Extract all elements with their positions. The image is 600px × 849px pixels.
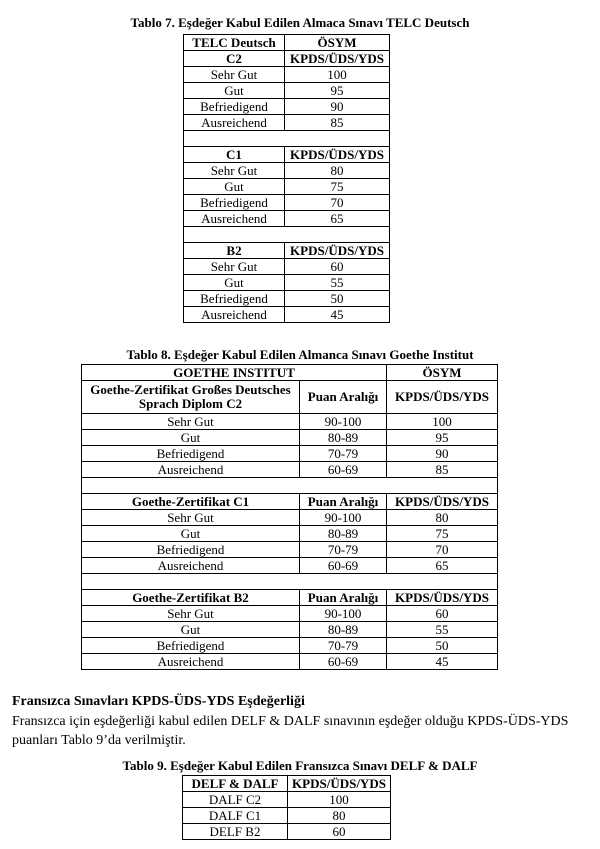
- certificate-title: Goethe-Zertifikat Großes Deutsches Sprach Diplom C2: [82, 381, 300, 414]
- score-cell: 65: [285, 211, 390, 227]
- grade-cell: Sehr Gut: [82, 510, 300, 526]
- score-cell: 100: [387, 414, 498, 430]
- score-cell: 45: [285, 307, 390, 323]
- column-header: ÖSYM: [285, 35, 390, 51]
- certificate-title: Goethe-Zertifikat B2: [82, 590, 300, 606]
- table-row: [184, 163, 390, 179]
- grade-cell: Befriedigend: [82, 446, 300, 462]
- grade-cell: Befriedigend: [82, 638, 300, 654]
- score-label: KPDS/ÜDS/YDS: [387, 494, 498, 510]
- grade-cell: Ausreichend: [82, 558, 300, 574]
- exam-cell: DALF C2: [183, 792, 288, 808]
- table7-caption: Tablo 7. Eşdeğer Kabul Edilen Almaca Sınavı TELC Deutsch: [130, 15, 470, 30]
- range-cell: 90-100: [300, 414, 387, 430]
- score-cell: 80: [387, 510, 498, 526]
- spacer-row: [82, 574, 498, 590]
- grade-cell: Befriedigend: [184, 291, 285, 307]
- spacer-row: [184, 227, 390, 243]
- group-header-row: [184, 51, 390, 67]
- goethe-table: [81, 364, 498, 670]
- range-label: Puan Aralığı: [300, 381, 387, 414]
- exam-cell: DALF C1: [183, 808, 288, 824]
- range-cell: 70-79: [300, 638, 387, 654]
- table-row: [184, 211, 390, 227]
- score-cell: 95: [387, 430, 498, 446]
- table-row: [183, 808, 391, 824]
- column-header: ÖSYM: [387, 365, 498, 381]
- score-cell: 70: [387, 542, 498, 558]
- grade-cell: Ausreichend: [184, 211, 285, 227]
- score-cell: 100: [288, 792, 391, 808]
- telc-table: [183, 34, 390, 323]
- table-row: [184, 275, 390, 291]
- table-row: [82, 606, 498, 622]
- table-header-row: [183, 776, 391, 792]
- table8-caption: Tablo 8. Eşdeğer Kabul Edilen Almanca Sınavı Goethe Institut: [126, 347, 474, 362]
- grade-cell: Ausreichend: [184, 307, 285, 323]
- table9-caption: Tablo 9. Eşdeğer Kabul Edilen Fransızca Sınavı DELF & DALF: [122, 758, 478, 773]
- table-row: [82, 526, 498, 542]
- range-cell: 60-69: [300, 462, 387, 478]
- table-row: [82, 638, 498, 654]
- range-label: Puan Aralığı: [300, 494, 387, 510]
- range-cell: 80-89: [300, 526, 387, 542]
- score-cell: 65: [387, 558, 498, 574]
- score-label: KPDS/ÜDS/YDS: [387, 590, 498, 606]
- table-row: [82, 510, 498, 526]
- range-cell: 60-69: [300, 654, 387, 670]
- spacer-cell: [184, 227, 390, 243]
- exam-cell: DELF B2: [183, 824, 288, 840]
- spacer-cell: [82, 574, 498, 590]
- table-row: [184, 195, 390, 211]
- table-row: [184, 83, 390, 99]
- group-header-row: [82, 494, 498, 510]
- table-row: [82, 542, 498, 558]
- score-cell: 90: [285, 99, 390, 115]
- range-cell: 60-69: [300, 558, 387, 574]
- table-row: [82, 622, 498, 638]
- score-cell: 55: [285, 275, 390, 291]
- range-label: Puan Aralığı: [300, 590, 387, 606]
- score-cell: 80: [288, 808, 391, 824]
- range-cell: 80-89: [300, 622, 387, 638]
- certificate-title: Goethe-Zertifikat C1: [82, 494, 300, 510]
- table-row: [82, 446, 498, 462]
- group-header-row: [82, 381, 498, 414]
- score-label: KPDS/ÜDS/YDS: [387, 381, 498, 414]
- score-cell: 75: [285, 179, 390, 195]
- level-label: C1: [184, 147, 285, 163]
- delf-dalf-table: [182, 775, 391, 840]
- grade-cell: Ausreichend: [184, 115, 285, 131]
- table-header-row: [184, 35, 390, 51]
- grade-cell: Sehr Gut: [184, 67, 285, 83]
- grade-cell: Gut: [82, 430, 300, 446]
- group-header-row: [184, 147, 390, 163]
- grade-cell: Sehr Gut: [184, 259, 285, 275]
- table-row: [184, 307, 390, 323]
- table-row: [82, 414, 498, 430]
- grade-cell: Gut: [184, 179, 285, 195]
- grade-cell: Gut: [82, 622, 300, 638]
- score-cell: 90: [387, 446, 498, 462]
- score-label: KPDS/ÜDS/YDS: [285, 147, 390, 163]
- range-cell: 70-79: [300, 446, 387, 462]
- table-row: [184, 99, 390, 115]
- level-label: C2: [184, 51, 285, 67]
- grade-cell: Befriedigend: [184, 195, 285, 211]
- table-row: [82, 430, 498, 446]
- table-row: [183, 792, 391, 808]
- level-label: B2: [184, 243, 285, 259]
- score-cell: 80: [285, 163, 390, 179]
- score-cell: 75: [387, 526, 498, 542]
- grade-cell: Befriedigend: [82, 542, 300, 558]
- score-cell: 60: [387, 606, 498, 622]
- score-cell: 60: [288, 824, 391, 840]
- table-row: [184, 259, 390, 275]
- grade-cell: Sehr Gut: [184, 163, 285, 179]
- score-cell: 85: [387, 462, 498, 478]
- spacer-row: [82, 478, 498, 494]
- range-cell: 90-100: [300, 510, 387, 526]
- group-header-row: [82, 590, 498, 606]
- table-row: [183, 824, 391, 840]
- grade-cell: Gut: [82, 526, 300, 542]
- table-header-row: [82, 365, 498, 381]
- grade-cell: Ausreichend: [82, 462, 300, 478]
- spacer-cell: [82, 478, 498, 494]
- spacer-row: [184, 131, 390, 147]
- range-cell: 90-100: [300, 606, 387, 622]
- french-section-title: Fransızca Sınavları KPDS-ÜDS-YDS Eşdeğerliği: [12, 694, 305, 709]
- range-cell: 80-89: [300, 430, 387, 446]
- score-cell: 85: [285, 115, 390, 131]
- table-row: [82, 654, 498, 670]
- group-header-row: [184, 243, 390, 259]
- grade-cell: Sehr Gut: [82, 606, 300, 622]
- column-header: KPDS/ÜDS/YDS: [288, 776, 391, 792]
- score-label: KPDS/ÜDS/YDS: [285, 243, 390, 259]
- table-row: [82, 558, 498, 574]
- score-cell: 100: [285, 67, 390, 83]
- grade-cell: Gut: [184, 275, 285, 291]
- grade-cell: Befriedigend: [184, 99, 285, 115]
- score-cell: 45: [387, 654, 498, 670]
- table-row: [184, 115, 390, 131]
- table-row: [184, 67, 390, 83]
- spacer-cell: [184, 131, 390, 147]
- score-cell: 55: [387, 622, 498, 638]
- grade-cell: Gut: [184, 83, 285, 99]
- table-row: [184, 291, 390, 307]
- column-header: TELC Deutsch: [184, 35, 285, 51]
- score-cell: 50: [285, 291, 390, 307]
- score-cell: 60: [285, 259, 390, 275]
- score-cell: 95: [285, 83, 390, 99]
- range-cell: 70-79: [300, 542, 387, 558]
- french-section-paragraph: Fransızca için eşdeğerliği kabul edilen DELF & DALF sınavının eşdeğer olduğu KPDS-ÜDS-YDS puanları Tablo 9’da verilmiştir.: [12, 714, 569, 748]
- table-row: [184, 179, 390, 195]
- column-header: DELF & DALF: [183, 776, 288, 792]
- table-row: [82, 462, 498, 478]
- score-cell: 70: [285, 195, 390, 211]
- grade-cell: Ausreichend: [82, 654, 300, 670]
- grade-cell: Sehr Gut: [82, 414, 300, 430]
- column-header: GOETHE INSTITUT: [82, 365, 387, 381]
- score-cell: 50: [387, 638, 498, 654]
- score-label: KPDS/ÜDS/YDS: [285, 51, 390, 67]
